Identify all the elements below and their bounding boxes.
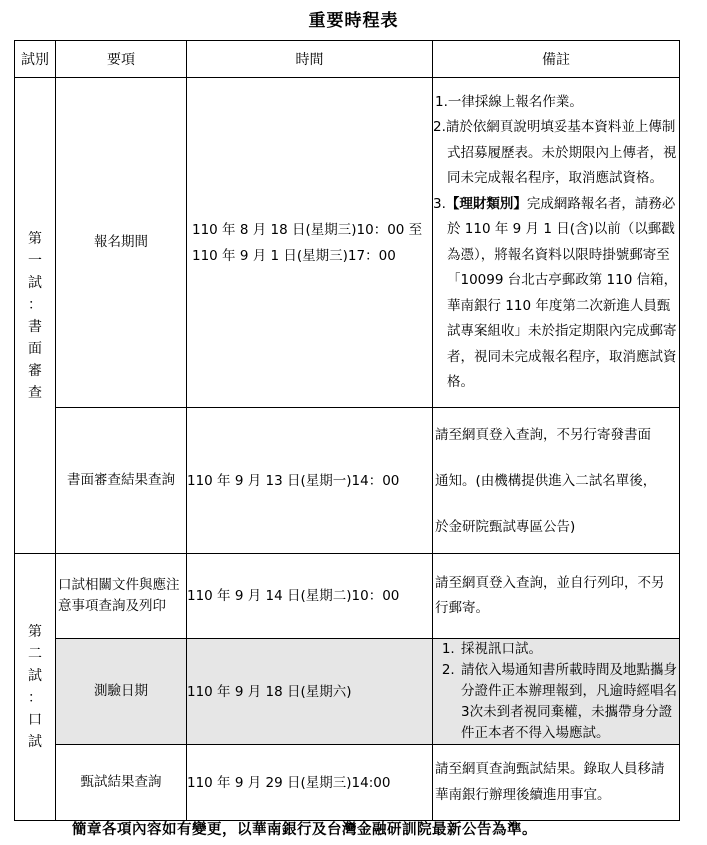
- note-list: [433, 639, 679, 744]
- header-stage: 試別: [15, 41, 56, 78]
- note-line: 2.請於依網頁說明填妥基本資料並上傳制式招募履歷表。未於期限內上傳者，視同未完成報名程序，取消應試資格。: [433, 119, 677, 186]
- stage-two-char: 第: [28, 624, 42, 640]
- stage-one-char: 試: [28, 274, 42, 291]
- item-interview-docs: 口試相關文件與應注意事項查詢及列印: [56, 554, 187, 639]
- note-line: 於金研院甄試專區公告): [435, 518, 576, 535]
- item-test-date: 測驗日期: [56, 639, 187, 745]
- note-rest: 完成網路報名者，請務必於 110 年 9 月 1 日(含)以前（以郵戳為憑），將報名資料以限時掛號郵寄至「10099 台北古亭郵政第 110 信箱，華南銀行 110 年度第二次新進人員甄試專案組收」未於指定期限內完成郵寄者，視同未完成報名程序，取消應試資格。: [447, 195, 678, 390]
- stage-one-char: 查: [28, 384, 42, 401]
- time-review-result: 110 年 9 月 13 日(星期一)14：00: [187, 408, 433, 554]
- note-final-result: [433, 745, 680, 821]
- stage-two-char: 二: [28, 646, 42, 662]
- table-row: [15, 745, 680, 821]
- stage-two-char: 試: [28, 668, 42, 684]
- footer-note: 簡章各項內容如有變更，以華南銀行及台灣金融研訓院最新公告為準。: [72, 822, 537, 838]
- header-note: 備註: [433, 41, 680, 78]
- note-line: 請至網頁查詢甄試結果。錄取人員移請華南銀行辦理後續進用事宜。: [435, 761, 665, 803]
- note-line: [433, 192, 679, 396]
- page-title: 重要時程表: [308, 11, 399, 31]
- time-interview-docs: 110 年 9 月 14 日(星期二)10：00: [187, 554, 433, 639]
- list-item: 1. 採視訊口試。: [459, 639, 679, 660]
- item-registration: 報名期間: [56, 78, 187, 408]
- schedule-table: [14, 40, 680, 821]
- time-test-date: 110 年 9 月 18 日(星期六): [187, 639, 433, 745]
- stage-one-char: 第: [28, 230, 42, 247]
- table-row: [15, 554, 680, 639]
- note-line: 1.一律採線上報名作業。: [435, 93, 583, 110]
- header-item: 要項: [56, 41, 187, 78]
- stage-one-char: 面: [28, 340, 42, 357]
- table-row: [15, 78, 680, 408]
- stage-one-cell: [15, 78, 56, 554]
- note-line: 請至網頁登入查詢，並自行列印，不另行郵寄。: [435, 574, 665, 616]
- note-review-result: [433, 408, 680, 554]
- note-interview-docs: [433, 554, 680, 639]
- note-line: 請至網頁登入查詢，不另行寄發書面: [435, 426, 651, 443]
- stage-one-char: 一: [28, 252, 42, 269]
- item-review-result: 書面審查結果查詢: [56, 408, 187, 554]
- table-row: [15, 408, 680, 554]
- list-item: 2. 請依入場通知書所載時間及地點攜身分證件正本辦理報到，凡逾時經唱名3次未到者視同棄權，未攜帶身分證件正本者不得入場應試。: [459, 660, 679, 744]
- stage-two-cell: [15, 554, 56, 821]
- table-row: [15, 639, 680, 745]
- stage-two-char: 試: [28, 734, 42, 750]
- header-row: [15, 41, 680, 78]
- note-prefix: 3.: [433, 195, 446, 212]
- stage-one-char: 書: [28, 318, 42, 335]
- stage-one-char: ：: [28, 296, 42, 313]
- item-final-result: 甄試結果查詢: [56, 745, 187, 821]
- time-final-result: 110 年 9 月 29 日(星期三)14:00: [187, 745, 433, 821]
- note-line: 通知。(由機構提供進入二試名單後，: [435, 472, 657, 489]
- stage-one-char: 審: [28, 362, 42, 379]
- time-registration: [187, 78, 433, 408]
- stage-two-char: ：: [28, 690, 42, 706]
- note-registration: [433, 78, 680, 408]
- note-test-date: [433, 639, 680, 745]
- time-line: 110 年 8 月 18 日(星期三)10：00 至: [192, 221, 423, 238]
- stage-two-char: 口: [28, 712, 42, 728]
- note-bold: 【理財類別】: [445, 195, 527, 212]
- time-line: 110 年 9 月 1 日(星期三)17：00: [192, 247, 396, 264]
- header-time: 時間: [187, 41, 433, 78]
